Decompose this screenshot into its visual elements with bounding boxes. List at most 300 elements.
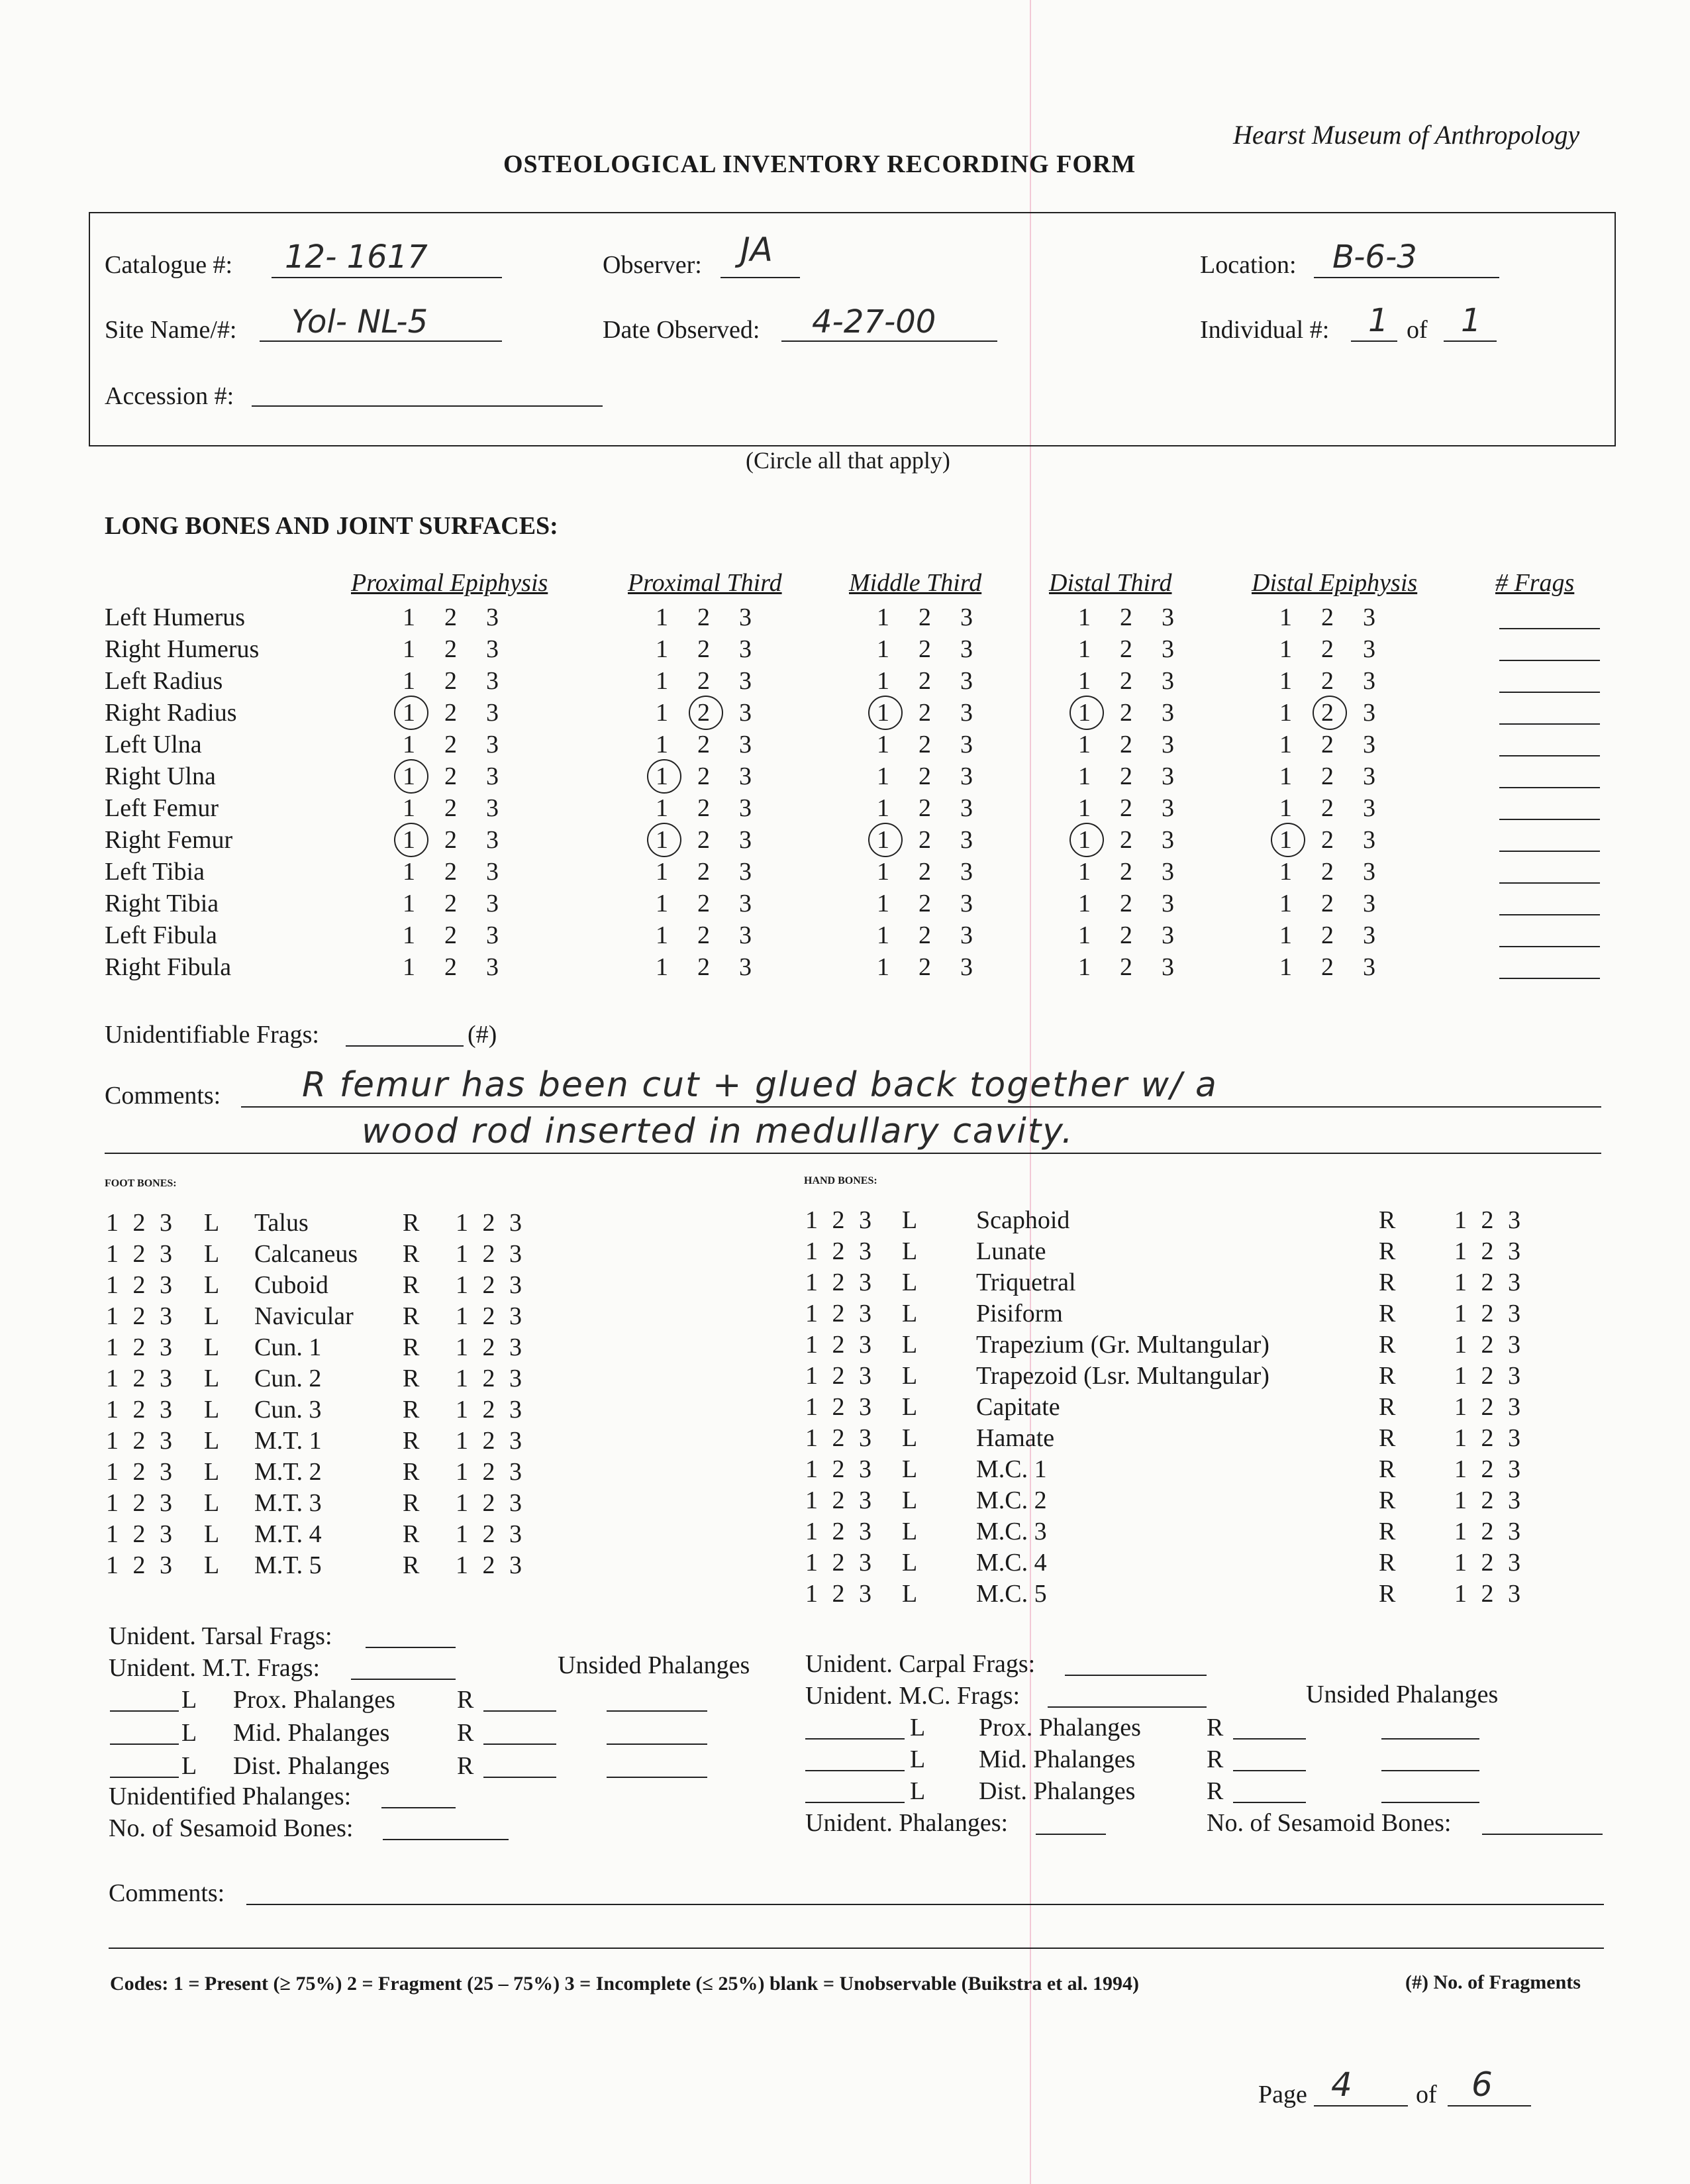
code-digit[interactable]: 1 [403,890,415,917]
code-digit[interactable]: 1 [1279,762,1292,790]
code-digit[interactable]: 1 [1078,731,1091,758]
code-digit[interactable]: 1 [1078,921,1091,949]
hand-right-codes[interactable]: 1 2 3 [1454,1269,1524,1296]
footer-comments-line-1[interactable] [246,1904,1604,1905]
code-digit[interactable]: 2 [697,858,710,886]
code-digit[interactable]: 3 [486,858,499,886]
foot-right-codes[interactable]: 1 2 3 [456,1365,526,1392]
code-digit[interactable]: 1 [1279,858,1292,886]
code-digit[interactable]: 1 [1279,953,1292,981]
code-digit[interactable]: 1 [1279,635,1292,663]
code-digit[interactable]: 3 [1363,762,1375,790]
code-digit[interactable]: 1 [1279,794,1292,822]
hand-left-codes[interactable]: 1 2 3 [805,1393,875,1421]
comment-text-2: wood rod inserted in medullary cavity. [362,1112,1074,1151]
foot-right-codes[interactable]: 1 2 3 [456,1551,526,1579]
frags-field[interactable] [1499,819,1600,820]
hand-left-codes[interactable]: 1 2 3 [805,1237,875,1265]
page-field[interactable] [1314,2105,1408,2106]
code-digit[interactable]: 1 [403,667,415,695]
frags-field[interactable] [1499,660,1600,661]
foot-phal-right-field[interactable] [483,1777,556,1778]
foot-left-codes[interactable]: 1 2 3 [106,1333,176,1361]
code-digit[interactable]: 1 [403,953,415,981]
code-digit[interactable]: 3 [486,699,499,727]
hand-right-codes[interactable]: 1 2 3 [1454,1518,1524,1545]
foot-right-codes[interactable]: 1 2 3 [456,1458,526,1486]
code-digit[interactable]: 1 [877,762,889,790]
hand-left-codes[interactable]: 1 2 3 [805,1424,875,1452]
code-digit[interactable]: 3 [1162,603,1174,631]
code-digit[interactable]: 2 [1120,858,1132,886]
code-digit[interactable]: 2 [919,699,931,727]
code-digit[interactable]: 1 [877,826,889,854]
code-digit[interactable]: 2 [1321,858,1334,886]
hand-right-codes[interactable]: 1 2 3 [1454,1580,1524,1608]
code-digit[interactable]: 2 [444,762,457,790]
code-digit[interactable]: 3 [1162,826,1174,854]
code-digit[interactable]: 2 [1321,762,1334,790]
observer-field[interactable] [721,277,800,278]
foot-right-codes[interactable]: 1 2 3 [456,1427,526,1455]
foot-right-codes[interactable]: 1 2 3 [456,1396,526,1424]
code-digit[interactable]: 2 [1321,667,1334,695]
catalogue-field[interactable] [272,277,502,278]
code-digit[interactable]: 2 [697,762,710,790]
hand-phal-unsided-field[interactable] [1381,1770,1479,1771]
hand-bone-name: Triquetral [976,1269,1076,1296]
code-digit[interactable]: 1 [1078,603,1091,631]
code-digit[interactable]: 2 [444,826,457,854]
hand-right-codes[interactable]: 1 2 3 [1454,1206,1524,1234]
foot-left-codes[interactable]: 1 2 3 [106,1520,176,1548]
code-digit[interactable]: 3 [1162,762,1174,790]
code-digit[interactable]: 3 [1162,921,1174,949]
foot-right-codes[interactable]: 1 2 3 [456,1271,526,1299]
code-digit[interactable]: 2 [919,731,931,758]
foot-unident-phal-field[interactable] [381,1807,456,1808]
code-digit[interactable]: 2 [1120,603,1132,631]
location-label: Location: [1200,251,1297,279]
foot-left-codes[interactable]: 1 2 3 [106,1396,176,1424]
code-digit[interactable]: 3 [960,858,973,886]
code-digit[interactable]: 1 [1078,667,1091,695]
code-digit[interactable]: 2 [1321,921,1334,949]
code-digit[interactable]: 3 [486,667,499,695]
frags-field[interactable] [1499,692,1600,693]
code-digit[interactable]: 3 [1363,858,1375,886]
code-digit[interactable]: 1 [1078,635,1091,663]
code-digit[interactable]: 3 [1363,603,1375,631]
fragments-note: (#) No. of Fragments [1405,1971,1581,1993]
hand-left-codes[interactable]: 1 2 3 [805,1549,875,1577]
hand-right-codes[interactable]: 1 2 3 [1454,1455,1524,1483]
code-digit[interactable]: 3 [1162,635,1174,663]
frags-field[interactable] [1499,755,1600,756]
code-digit[interactable]: 1 [656,794,668,822]
foot-bone-name: M.T. 4 [254,1520,322,1548]
code-digit[interactable]: 3 [960,826,973,854]
code-digit[interactable]: 1 [877,858,889,886]
code-digit[interactable]: 1 [656,731,668,758]
code-digit[interactable]: 3 [486,635,499,663]
code-digit[interactable]: 2 [444,953,457,981]
foot-left-codes[interactable]: 1 2 3 [106,1365,176,1392]
code-digit[interactable]: 2 [1321,953,1334,981]
comments-line-1[interactable] [241,1106,1601,1108]
foot-right-codes[interactable]: 1 2 3 [456,1520,526,1548]
foot-phal-left-field[interactable] [110,1710,179,1712]
code-digit[interactable]: 3 [739,921,752,949]
hand-bone-name: Trapezium (Gr. Multangular) [976,1331,1269,1359]
code-digit[interactable]: 2 [919,635,931,663]
foot-phal-unsided-field[interactable] [607,1743,707,1745]
hand-left-codes[interactable]: 1 2 3 [805,1362,875,1390]
foot-phal-left-field[interactable] [110,1743,179,1745]
foot-phal-left-field[interactable] [110,1777,179,1778]
code-digit[interactable]: 3 [960,921,973,949]
hand-right-codes[interactable]: 1 2 3 [1454,1300,1524,1327]
code-digit[interactable]: 1 [877,794,889,822]
code-digit[interactable]: 1 [656,699,668,727]
code-digit[interactable]: 2 [919,953,931,981]
foot-left-codes[interactable]: 1 2 3 [106,1209,176,1237]
hand-left-codes[interactable]: 1 2 3 [805,1206,875,1234]
code-digit[interactable]: 2 [919,826,931,854]
code-digit[interactable]: 2 [444,603,457,631]
hand-left-codes[interactable]: 1 2 3 [805,1518,875,1545]
site-field[interactable] [260,340,502,342]
foot-sesamoid-field[interactable] [383,1839,509,1840]
individual-field[interactable] [1351,340,1397,342]
code-digit[interactable]: 2 [444,890,457,917]
hand-sesamoid-field[interactable] [1482,1834,1603,1835]
code-digit[interactable]: 1 [403,794,415,822]
code-digit[interactable]: 1 [1279,921,1292,949]
code-digit[interactable]: 3 [486,953,499,981]
unident-carpal-field[interactable] [1065,1675,1207,1676]
code-digit[interactable]: 2 [697,699,710,727]
code-digit[interactable]: 3 [1162,953,1174,981]
code-digit[interactable]: 1 [403,858,415,886]
code-digit[interactable]: 2 [1321,699,1334,727]
hand-phal-unsided-field[interactable] [1381,1802,1479,1803]
foot-phal-right-field[interactable] [483,1710,556,1712]
code-digit[interactable]: 1 [656,858,668,886]
code-digit[interactable]: 2 [444,699,457,727]
code-digit[interactable]: 1 [403,921,415,949]
code-digit[interactable]: 3 [1162,890,1174,917]
hand-right-codes[interactable]: 1 2 3 [1454,1362,1524,1390]
code-digit[interactable]: 1 [1078,890,1091,917]
code-digit[interactable]: 2 [697,731,710,758]
hand-left-codes[interactable]: 1 2 3 [805,1455,875,1483]
foot-left-codes[interactable]: 1 2 3 [106,1302,176,1330]
code-digit[interactable]: 3 [1162,858,1174,886]
code-digit[interactable]: 3 [486,921,499,949]
code-digit[interactable]: 3 [1162,699,1174,727]
code-digit[interactable]: 3 [739,953,752,981]
foot-phal-right-field[interactable] [483,1743,556,1745]
foot-left-marker: L [204,1551,220,1579]
code-digit[interactable]: 2 [919,667,931,695]
unident-frags-field[interactable] [346,1045,464,1047]
code-digit[interactable]: 3 [739,826,752,854]
code-digit[interactable]: 3 [960,603,973,631]
foot-left-codes[interactable]: 1 2 3 [106,1240,176,1268]
hand-left-codes[interactable]: 1 2 3 [805,1580,875,1608]
code-digit[interactable]: 1 [1279,826,1292,854]
code-digit[interactable]: 3 [960,890,973,917]
code-digit[interactable]: 3 [960,635,973,663]
code-digit[interactable]: 3 [1363,667,1375,695]
code-digit[interactable]: 1 [656,762,668,790]
frags-field[interactable] [1499,946,1600,947]
code-digit[interactable]: 2 [1321,731,1334,758]
frags-field[interactable] [1499,723,1600,725]
code-digit[interactable]: 1 [1279,731,1292,758]
code-digit[interactable]: 1 [1078,699,1091,727]
hand-phal-left-field[interactable] [805,1738,905,1740]
hand-phal-right-field[interactable] [1233,1802,1306,1803]
code-digit[interactable]: 3 [1363,921,1375,949]
code-digit[interactable]: 2 [697,603,710,631]
hand-right-codes[interactable]: 1 2 3 [1454,1331,1524,1359]
code-digit[interactable]: 3 [1363,953,1375,981]
code-digit[interactable]: 3 [739,731,752,758]
code-digit[interactable]: 2 [697,794,710,822]
hand-bone-name: Scaphoid [976,1206,1070,1234]
code-digit[interactable]: 3 [486,731,499,758]
code-digit[interactable]: 3 [739,635,752,663]
hand-phal-left-field[interactable] [805,1802,905,1803]
frags-field[interactable] [1499,628,1600,629]
code-digit[interactable]: 1 [1078,826,1091,854]
hand-right-codes[interactable]: 1 2 3 [1454,1237,1524,1265]
code-digit[interactable]: 1 [877,667,889,695]
code-digit[interactable]: 3 [1162,794,1174,822]
foot-left-marker: L [204,1240,220,1268]
code-digit[interactable]: 3 [960,953,973,981]
hand-right-codes[interactable]: 1 2 3 [1454,1486,1524,1514]
code-digit[interactable]: 2 [1120,731,1132,758]
foot-left-codes[interactable]: 1 2 3 [106,1489,176,1517]
code-digit[interactable]: 2 [1120,635,1132,663]
foot-right-codes[interactable]: 1 2 3 [456,1489,526,1517]
code-digit[interactable]: 1 [1078,762,1091,790]
code-digit[interactable]: 1 [1078,953,1091,981]
frags-field[interactable] [1499,787,1600,788]
hand-left-marker: L [902,1580,918,1608]
hand-right-marker: R [1379,1362,1396,1390]
foot-right-codes[interactable]: 1 2 3 [456,1333,526,1361]
code-digit[interactable]: 3 [960,667,973,695]
code-digit[interactable]: 2 [697,953,710,981]
frags-field[interactable] [1499,978,1600,979]
code-digit[interactable]: 2 [919,794,931,822]
page-total-field[interactable] [1448,2105,1531,2106]
code-digit[interactable]: 3 [739,794,752,822]
code-digit[interactable]: 1 [877,603,889,631]
unident-tarsal-field[interactable] [366,1647,456,1648]
code-digit[interactable]: 2 [1120,699,1132,727]
code-digit[interactable]: 3 [960,731,973,758]
foot-left-codes[interactable]: 1 2 3 [106,1271,176,1299]
foot-left-codes[interactable]: 1 2 3 [106,1427,176,1455]
code-digit[interactable]: 3 [960,762,973,790]
code-digit[interactable]: 3 [739,762,752,790]
code-digit[interactable]: 3 [960,794,973,822]
date-field[interactable] [781,340,997,342]
comments-line-2[interactable] [105,1153,1601,1154]
foot-left-codes[interactable]: 1 2 3 [106,1458,176,1486]
foot-right-codes[interactable]: 1 2 3 [456,1209,526,1237]
code-digit[interactable]: 1 [403,762,415,790]
code-digit[interactable]: 1 [403,635,415,663]
code-digit[interactable]: 1 [656,953,668,981]
code-digit[interactable]: 2 [1120,794,1132,822]
code-digit[interactable]: 1 [877,699,889,727]
foot-left-codes[interactable]: 1 2 3 [106,1551,176,1579]
code-digit[interactable]: 1 [1078,794,1091,822]
hand-phal-left-field[interactable] [805,1770,905,1771]
code-digit[interactable]: 1 [403,731,415,758]
code-digit[interactable]: 3 [1162,731,1174,758]
code-digit[interactable]: 2 [444,731,457,758]
foot-phal-unsided-field[interactable] [607,1777,707,1778]
foot-left-marker: L [204,1302,220,1330]
code-digit[interactable]: 3 [486,762,499,790]
code-digit[interactable]: 2 [444,858,457,886]
hand-right-codes[interactable]: 1 2 3 [1454,1424,1524,1452]
hand-phal-right-field[interactable] [1233,1738,1306,1740]
foot-right-codes[interactable]: 1 2 3 [456,1302,526,1330]
code-digit[interactable]: 2 [1321,603,1334,631]
code-digit[interactable]: 1 [403,699,415,727]
frags-field[interactable] [1499,851,1600,852]
hand-left-codes[interactable]: 1 2 3 [805,1300,875,1327]
code-digit[interactable]: 3 [1363,794,1375,822]
code-digit[interactable]: 2 [1321,890,1334,917]
bone-row-label: Left Tibia [105,858,205,886]
hand-unident-phal-field[interactable] [1036,1834,1106,1835]
code-digit[interactable]: 2 [697,635,710,663]
hand-right-codes[interactable]: 1 2 3 [1454,1549,1524,1577]
code-digit[interactable]: 2 [1120,826,1132,854]
code-digit[interactable]: 1 [1279,667,1292,695]
code-digit[interactable]: 1 [1078,858,1091,886]
code-digit[interactable]: 1 [1279,603,1292,631]
footer-comments-line-2[interactable] [109,1948,1604,1949]
code-digit[interactable]: 3 [960,699,973,727]
code-digit[interactable]: 3 [739,603,752,631]
frags-field[interactable] [1499,914,1600,915]
hand-left-codes[interactable]: 1 2 3 [805,1269,875,1296]
code-digit[interactable]: 2 [1120,890,1132,917]
hand-left-codes[interactable]: 1 2 3 [805,1331,875,1359]
code-digit[interactable]: 1 [877,953,889,981]
code-digit[interactable]: 2 [444,921,457,949]
foot-right-codes[interactable]: 1 2 3 [456,1240,526,1268]
code-digit[interactable]: 1 [656,890,668,917]
code-digit[interactable]: 1 [656,603,668,631]
code-digit[interactable]: 3 [486,794,499,822]
code-digit[interactable]: 2 [919,603,931,631]
code-digit[interactable]: 2 [1120,921,1132,949]
code-digit[interactable]: 1 [656,635,668,663]
code-digit[interactable]: 1 [1279,699,1292,727]
code-digit[interactable]: 3 [1363,635,1375,663]
code-digit[interactable]: 3 [739,667,752,695]
code-digit[interactable]: 3 [1363,890,1375,917]
code-digit[interactable]: 1 [1279,890,1292,917]
code-digit[interactable]: 3 [739,858,752,886]
code-digit[interactable]: 3 [486,603,499,631]
location-field[interactable] [1314,277,1499,278]
code-digit[interactable]: 2 [1120,667,1132,695]
code-digit[interactable]: 2 [697,890,710,917]
code-digit[interactable]: 1 [877,731,889,758]
code-digit[interactable]: 2 [1321,794,1334,822]
code-digit[interactable]: 3 [739,890,752,917]
code-digit[interactable]: 1 [877,921,889,949]
code-digit[interactable]: 2 [919,921,931,949]
code-digit[interactable]: 2 [697,667,710,695]
code-digit[interactable]: 1 [877,890,889,917]
foot-phal-unsided-field[interactable] [607,1710,707,1712]
code-digit[interactable]: 2 [919,890,931,917]
code-digit[interactable]: 3 [1363,699,1375,727]
hand-phal-unsided-field[interactable] [1381,1738,1479,1740]
code-digit[interactable]: 3 [1363,826,1375,854]
hand-right-codes[interactable]: 1 2 3 [1454,1393,1524,1421]
code-digit[interactable]: 2 [444,667,457,695]
code-digit[interactable]: 2 [444,635,457,663]
hand-right-marker: R [1379,1486,1396,1514]
code-digit[interactable]: 2 [919,858,931,886]
foot-left-marker: L [204,1458,220,1486]
accession-field[interactable] [252,405,603,407]
code-digit[interactable]: 3 [486,826,499,854]
code-digit[interactable]: 1 [403,603,415,631]
code-digit[interactable]: 3 [486,890,499,917]
unident-mt-field[interactable] [351,1679,456,1680]
code-digit[interactable]: 2 [697,921,710,949]
unident-mc-label: Unident. M.C. Frags: [805,1682,1020,1710]
code-digit[interactable]: 2 [1321,826,1334,854]
code-digit[interactable]: 1 [656,921,668,949]
code-digit[interactable]: 2 [1120,762,1132,790]
individual-total-field[interactable] [1444,340,1497,342]
code-digit[interactable]: 3 [739,699,752,727]
code-digit[interactable]: 3 [1162,667,1174,695]
code-digit[interactable]: 1 [877,635,889,663]
hand-phal-right-field[interactable] [1233,1770,1306,1771]
hand-left-codes[interactable]: 1 2 3 [805,1486,875,1514]
code-digit[interactable]: 2 [1120,953,1132,981]
frags-field[interactable] [1499,882,1600,884]
code-digit[interactable]: 2 [444,794,457,822]
hand-bone-name: Capitate [976,1393,1060,1421]
unident-mc-field[interactable] [1048,1706,1207,1708]
code-digit[interactable]: 2 [1321,635,1334,663]
code-digit[interactable]: 2 [697,826,710,854]
code-digit[interactable]: 1 [656,826,668,854]
code-digit[interactable]: 1 [403,826,415,854]
code-digit[interactable]: 1 [656,667,668,695]
code-digit[interactable]: 2 [919,762,931,790]
code-digit[interactable]: 3 [1363,731,1375,758]
